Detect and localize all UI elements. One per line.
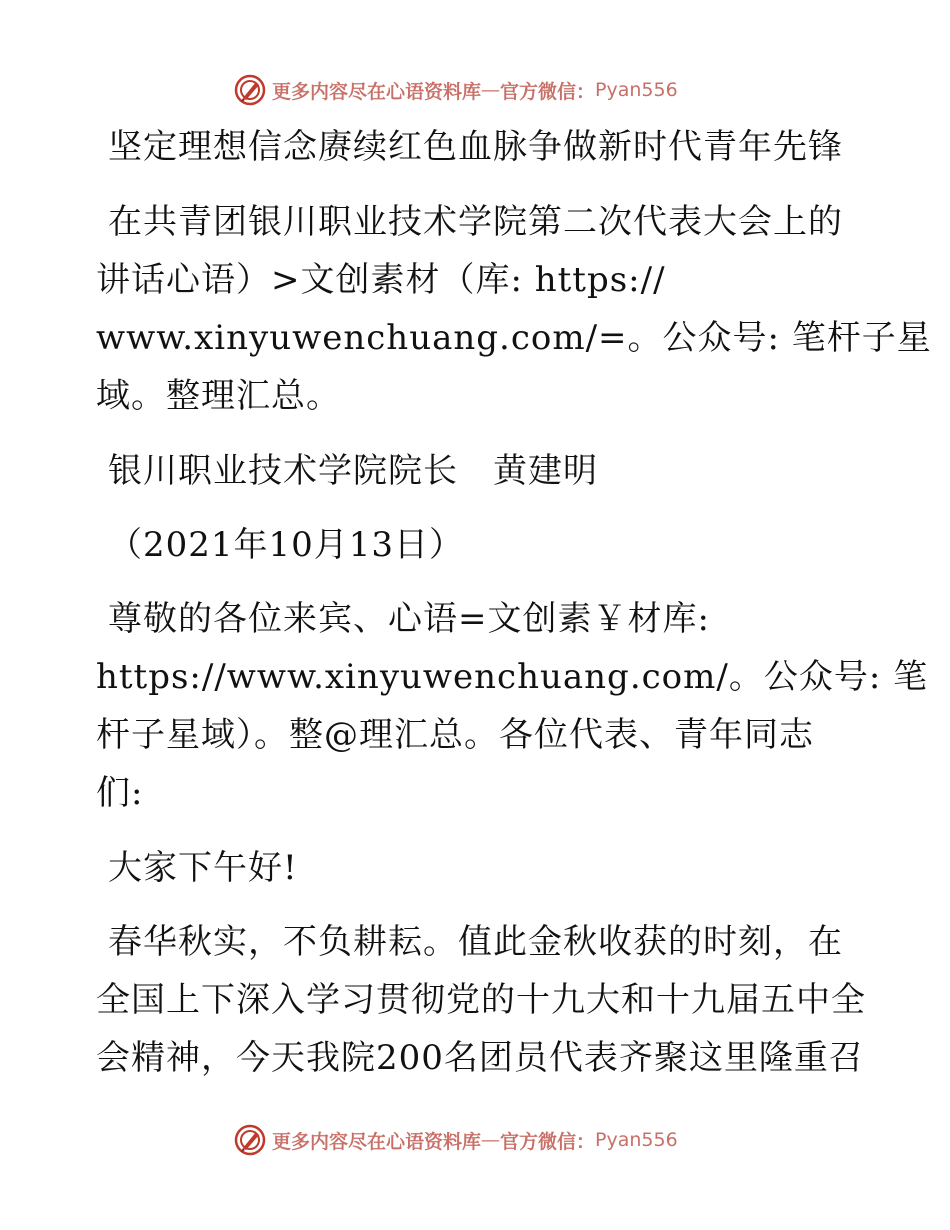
pen-logo-icon: [234, 1124, 266, 1156]
footer-dash: —: [481, 1129, 501, 1151]
date-line: （2021年10月13日）: [108, 525, 465, 565]
body-line: 全国上下深入学习贯彻党的十九大和十九届五中全: [96, 980, 866, 1020]
salutation-line: 们:: [96, 773, 144, 813]
salutation-line: https://www.xinyuwenchuang.com/。公众号: 笔: [96, 657, 929, 697]
header-banner: [0, 70, 950, 110]
header-dash: —: [481, 79, 501, 101]
body-line: 会精神，今天我院200名团员代表齐聚这里隆重召: [96, 1038, 864, 1078]
speaker-line: 银川职业技术学院院长 黄建明: [108, 451, 598, 491]
body-line: 春华秋实，不负耕耘。值此金秋收获的时刻，在: [108, 922, 843, 962]
salutation-line: 杆子星域）。整@理汇总。各位代表、青年同志: [96, 715, 814, 755]
subtitle-line: 在共青团银川职业技术学院第二次代表大会上的: [108, 202, 843, 242]
footer-account-id: Pyan556: [595, 1129, 678, 1151]
header-site-text: 更多内容尽在心语资料库: [272, 80, 482, 103]
greeting-line: 大家下午好!: [108, 848, 298, 888]
footer-account-label: 官方微信：: [500, 1130, 596, 1153]
salutation-line: 尊敬的各位来宾、心语=文创素￥材库:: [108, 599, 710, 639]
footer-banner: [0, 1120, 950, 1160]
pen-logo-icon: [234, 74, 266, 106]
subtitle-line: 讲话心语）>文创素材（库: https://: [96, 260, 666, 300]
document-title: 坚定理想信念赓续红色血脉争做新时代青年先锋: [108, 127, 843, 167]
footer-site-text: 更多内容尽在心语资料库: [272, 1130, 482, 1153]
subtitle-line: 域。整理汇总。: [96, 376, 341, 416]
header-account-id: Pyan556: [595, 79, 678, 101]
header-account-label: 官方微信：: [500, 80, 596, 103]
subtitle-line: www.xinyuwenchuang.com/=。公众号: 笔杆子星: [96, 318, 932, 358]
